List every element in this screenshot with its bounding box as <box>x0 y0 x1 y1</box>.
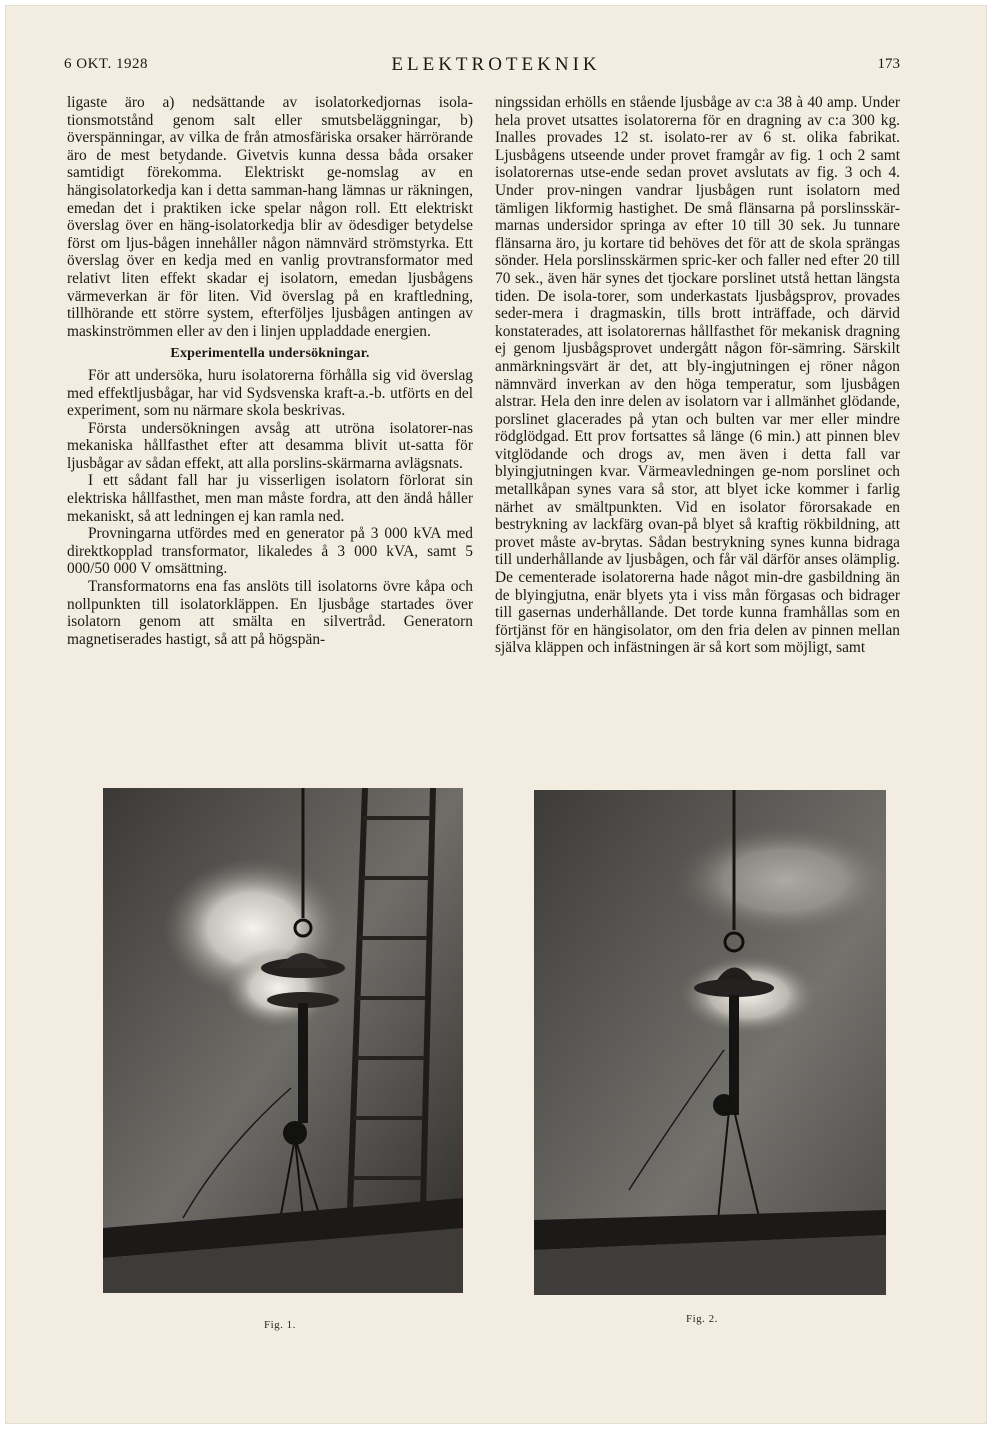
figure-2-caption: Fig. 2. <box>686 1313 718 1325</box>
paragraph: ligaste äro a) nedsättande av isolatorkedjornas isola-tionsmotstånd genom salt eller smutsbeläggningar, b) överspänningar, av vilka de från atmosfäriska orsaker härrörande äro de mest betydande. Givetvis kunna dessa båda orsaker samtidigt förekomma. Elektriskt ge-nomslag av en hängisolatorkedja kan i detta samman-hang lämnas ur räkningen, emedan det i praktiken icke spelar någon roll. Ett elektriskt överslag över en häng-isolatorkedja blir av ödesdiger betydelse först om ljus-bågen innehåller någon nämnvärd strömstyrka. Ett överslag över en kedja med en vanlig provtransformator med relativt liten effekt skadar ej isolatorn, emedan ljusbågens värmeverkan är för liten. Vid överslag på en kraftledning, tillhörande ett större system, efterföljes ljusbågen antingen av maskinströmmen eller av den i linjen uppladdade energien. <box>67 94 473 340</box>
issue-date: 6 OKT. 1928 <box>64 56 148 72</box>
page-header <box>6 54 986 78</box>
section-heading: Experimentella undersökningar. <box>170 346 370 362</box>
journal-title: ELEKTROTEKNIK <box>391 54 601 75</box>
paragraph: ningssidan erhölls en stående ljusbåge av c:a 38 à 40 amp. Under hela provet utsattes isolatorerna för en dragning av c:a 300 kg. Inalles provades 12 st. isolato-rer av 6 st. olika fabrikat. Ljusbågens utseende under provet framgår av fig. 1 och 2 samt isolatorernas utse-ende sedan provet avslutats av fig. 3 och 4. Under prov-ningen vandrar ljusbågen runt isolatorn med tämligen likformig hastighet. De små flänsarna på porslinsskär-marnas undersidor springa av efter 10 till 30 sek. Ju tunnare flänsarna äro, ju kortare tid behöves det för att de skola sprängas sönder. Hela porslinsskärmen spric-ker och faller ned efter 20 till 70 sek., även här synes det tjockare porslinet utstå hettan längsta tiden. De isola-torer, som underkastats ljusbågsprov, provades seder-mera i dragmaskin, tills brott inträffade, och därvid konstaterades, att isolatorernas hållfasthet för mekanisk dragning ej genom ljusbågsprovet undergått någon för-sämring. Särskilt anmärkningsvärt är det, att bly-ingjutningen ej röner någon nämnvärd inverkan av den höga temperatur, som ljusbågen alstrar. Hela den inre delen av isolatorn var i allmänhet glödande, porslinet glacerades på ytan och bulten var mer eller mindre rödglödgad. Ett prov fortsattes så länge (6 min.) att pinnen blev vitglödande och drogs av, men även i detta fall var blyingjutningen kvar. Värmeavledningen ge-nom porslinet och metallkåpan synes vara så stor, att blyet icke kommer i farlig närhet av smältpunkten. Vid en isolator förorsakade en bestrykning av lackfärg ovan-på blyet så kraftig rökbildning, att provet måste av-brytas. Sådan bestrykning synes kunna bidraga till underhållande av ljusbågen, och får väl därför anses olämplig. De cementerade isolatorerna hade något min-dre gasbildning än de blyingjutna, enär blyets yta i viss mån förgasas och bidrager till gasernas underhållande. Det torde kunna framhållas som en förtjänst för en hängisolator, om den fria delen av pinnen mellan själva kläppen och infästningen är så kort som möjligt, samt <box>495 94 900 657</box>
figure-1-caption: Fig. 1. <box>264 1319 296 1331</box>
paragraph: Provningarna utfördes med en generator på 3 000 kVA med direktkopplad transformator, likaledes å 3 000 kVA, samt 5 000/50 000 V omsättning. <box>67 525 473 578</box>
figure-2-photo <box>534 790 886 1295</box>
paragraph: För att undersöka, huru isolatorerna förhålla sig vid överslag med effektljusbågar, har vid Sydsvenska kraft-a.-b. utförts en del experiment, som nu närmare skola beskrivas. <box>67 366 473 420</box>
right-text-column <box>495 94 900 657</box>
paragraph: Transformatorns ena fas anslöts till isolatorns övre kåpa och nollpunkten till isolatorkläppen. En ljusbåge startades över isolatorn genom att smälta en silvertråd. Generatorn magnetiserades hastigt, så att på högspän- <box>67 578 473 648</box>
journal-page <box>6 6 986 1423</box>
paragraph: I ett sådant fall har ju visserligen isolatorn förlorat sin elektriska hållfasthet, men man måste fordra, att den ändå håller mekaniskt, så att ledningen ej kan ramla ned. <box>67 472 473 525</box>
page-number: 173 <box>877 56 900 72</box>
figure-1-photo <box>103 788 463 1293</box>
left-text-column <box>67 94 473 648</box>
paragraph: Första undersökningen avsåg att utröna isolatorer-nas mekaniska hållfasthet efter att desamma blivit ut-satta för ljusbågar av sådan effekt, att alla porslins-skärmarna avlägsnats. <box>67 419 473 472</box>
